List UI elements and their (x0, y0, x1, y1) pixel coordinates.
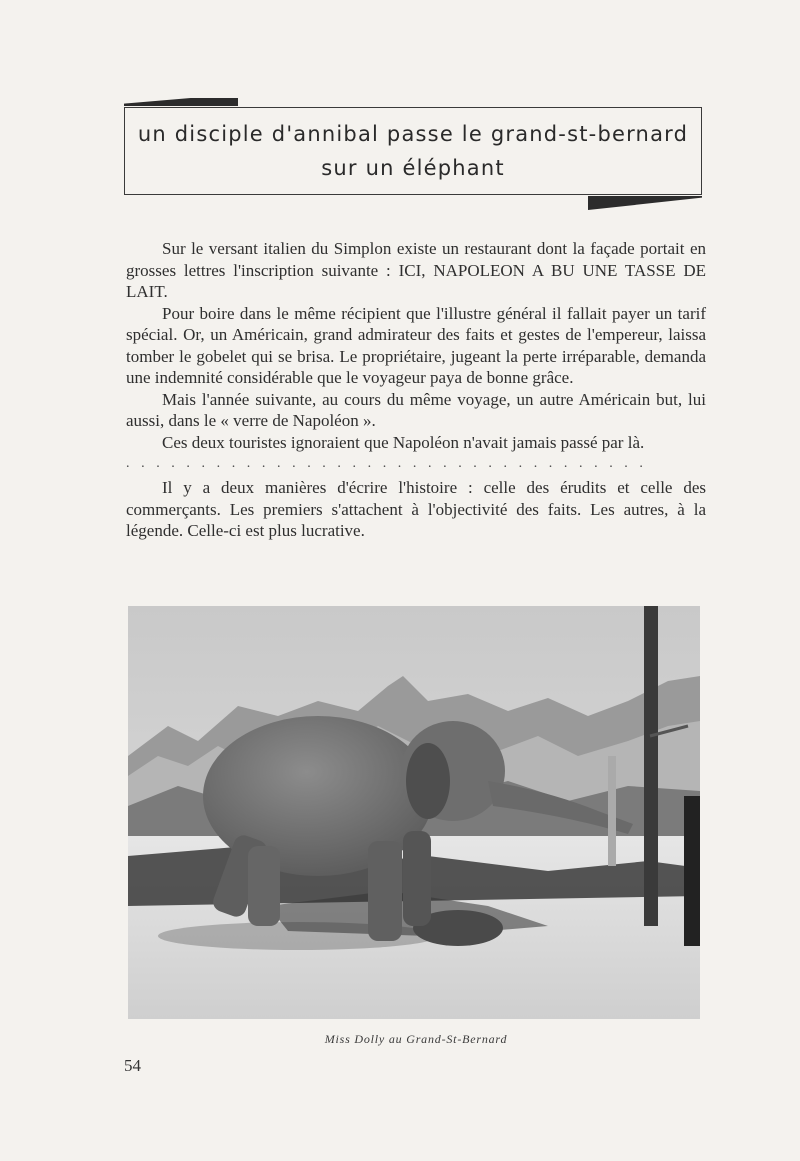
title-line-2: sur un éléphant (321, 156, 505, 180)
dotted-separator: ................................... (126, 457, 655, 471)
paragraph-4: Ces deux touristes ignoraient que Napoléon n'avait jamais passé par là. (162, 432, 645, 452)
title-line-1: un disciple d'annibal passe le grand-st-bernard (137, 122, 689, 146)
article-text (126, 238, 706, 542)
paragraph-3: Mais l'année suivante, au cours du même voyage, un autre Américain but, lui aussi, dans le « verre de Napoléon ». (126, 389, 706, 430)
closing-paragraph: Il y a deux manières d'écrire l'histoire : celle des érudits et celle des commerçants. Les premiers s'attachent à l'objectivité des faits. Les autres, à la légende. Celle-ci est plus lucrative. (126, 478, 706, 540)
paragraph-2: Pour boire dans le même récipient que l'illustre général il fallait payer un tarif spécial. Or, un Américain, grand admirateur des faits et gestes de l'empereur, laissa tomber le gobelet qui se brisa. Le propriétaire, jugeant la perte irréparable, demanda une indemnité considérable que le voyageur paya de bonne grâce. (126, 303, 706, 387)
elephant-photo-illustration (128, 606, 700, 1019)
page-number: 54 (124, 1056, 141, 1075)
title-box (124, 107, 702, 195)
paragraph-1: Sur le versant italien du Simplon existe un restaurant dont la façade portait en grosses lettres l'inscription suivante : ICI, NAPOLEON A BU UNE TASSE DE LAIT. (126, 239, 706, 301)
title-decoration-top (124, 94, 238, 106)
elephant-photo (128, 606, 700, 1019)
photo-caption: Miss Dolly au Grand-St-Bernard (324, 1032, 508, 1046)
title-decoration-bottom (588, 196, 702, 210)
